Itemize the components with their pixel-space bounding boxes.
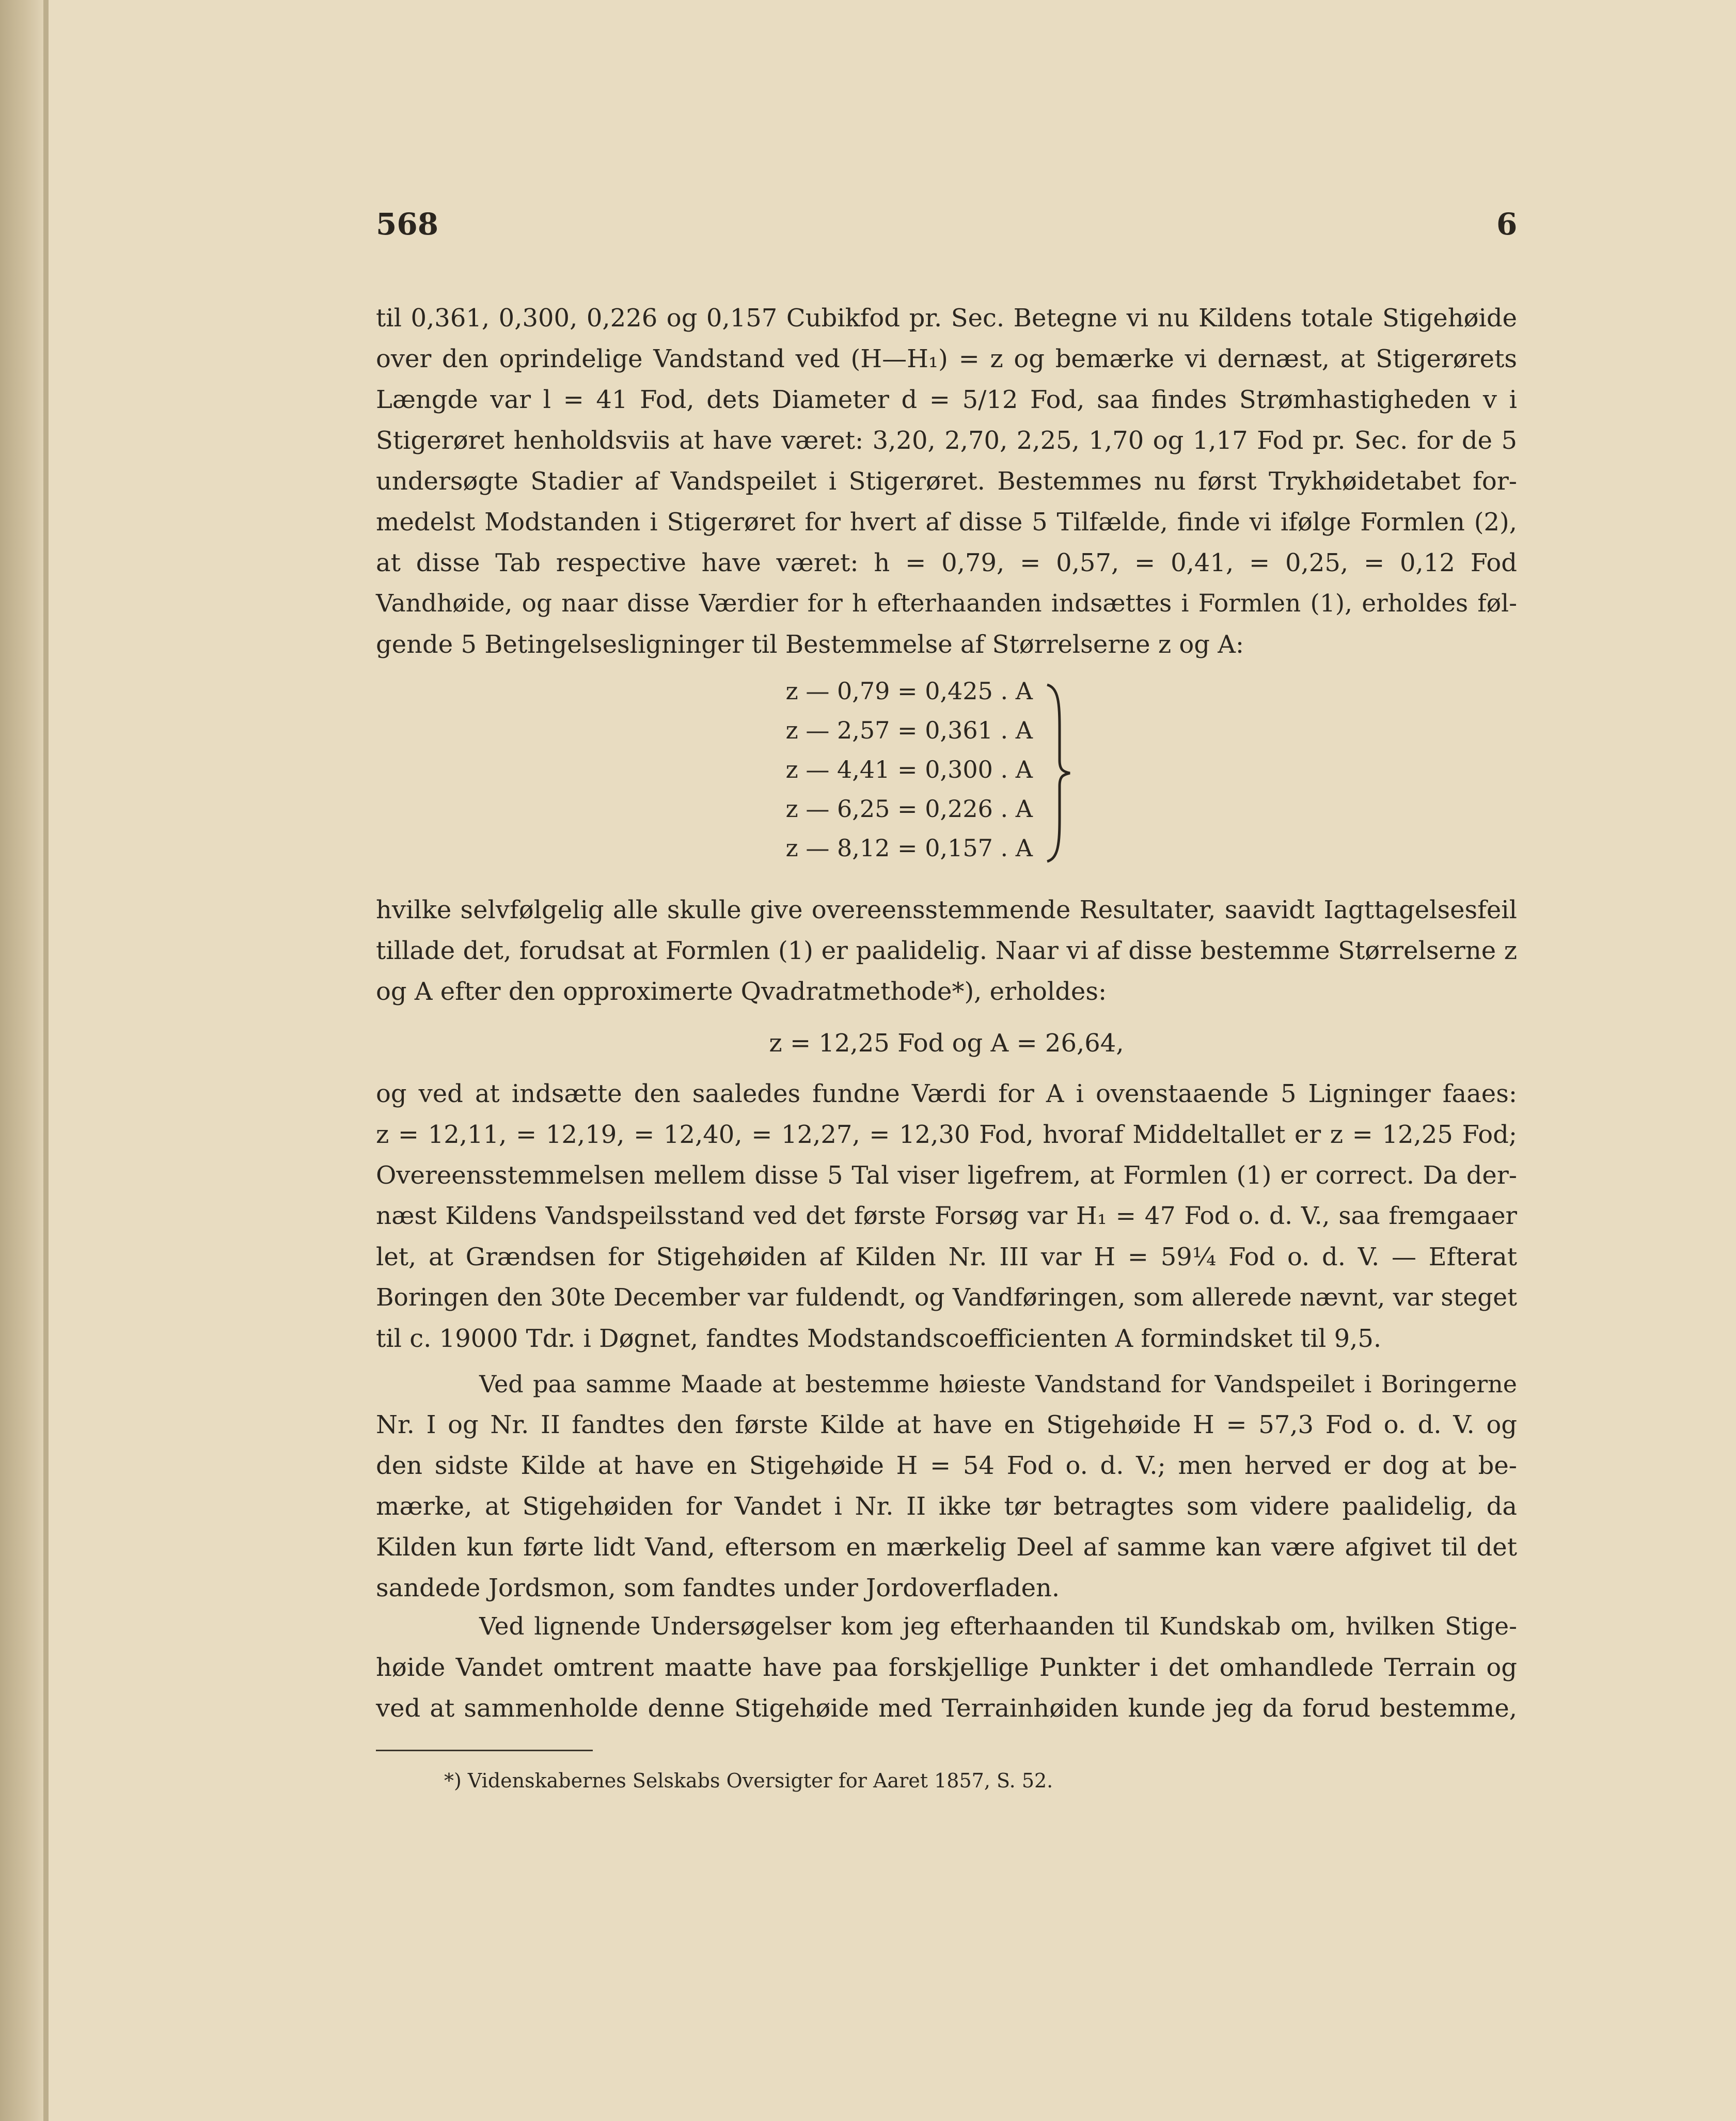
text-line: let, at Grændsen for Stigehøiden af Kilden Nr. III var H = 59¼ Fod o. d. V. — Efterat: [376, 1243, 1517, 1271]
text-line: til 0,361, 0,300, 0,226 og 0,157 Cubikfod pr. Sec. Betegne vi nu Kildens totale Stigehøide: [376, 304, 1517, 333]
text-line: Boringen den 30te December var fuldendt, og Vandføringen, som allerede nævnt, var steget: [376, 1283, 1517, 1312]
text-line: at disse Tab respective have været: h = 0,79, = 0,57, = 0,41, = 0,25, = 0,12 Fod: [376, 548, 1517, 577]
text-line: Længde var l = 41 Fod, dets Diameter d = 5/12 Fod, saa findes Strømhastigheden v i: [376, 385, 1517, 414]
text-line: medelst Modstanden i Stigerøret for hvert af disse 5 Tilfælde, finde vi ifølge Formlen (2),: [376, 508, 1517, 537]
text-line: til c. 19000 Tdr. i Døgnet, fandtes Modstandscoefficienten A formindsket til 9,5.: [376, 1324, 1382, 1353]
text-line: hvilke selvfølgelig alle skulle give overeensstemmende Resultater, saavidt Iagttagelsesfeil: [376, 895, 1517, 924]
text-line: og ved at indsætte den saaledes fundne Værdi for A i ovenstaaende 5 Ligninger faaes:: [376, 1079, 1517, 1108]
equation-system: [785, 671, 1146, 868]
text-line: den sidste Kilde at have en Stigehøide H = 54 Fod o. d. V.; men herved er dog at be-: [376, 1451, 1517, 1480]
text-line: z = 12,11, = 12,19, = 12,40, = 12,27, = 12,30 Fod, hvoraf Middeltallet er z = 12,25 Fod;: [376, 1120, 1517, 1149]
right-brace: [1043, 683, 1074, 863]
text-line: og A efter den opproximerte Qvadratmethode*), erholdes:: [376, 977, 1107, 1006]
text-line: Kilden kun førte lidt Vand, eftersom en mærkelig Deel af samme kan være afgivet til det: [376, 1533, 1517, 1562]
binding-shadow: [0, 0, 46, 2121]
text-line: næst Kildens Vandspeilsstand ved det første Forsøg var H₁ = 47 Fod o. d. V., saa fremgaaer: [376, 1202, 1517, 1230]
equation: z — 6,25 = 0,226 . A: [785, 795, 1033, 823]
equation: z — 0,79 = 0,425 . A: [785, 677, 1033, 705]
text-line: høide Vandet omtrent maatte have paa forskjellige Punkter i det omhandlede Terrain og: [376, 1653, 1517, 1682]
footnote-rule: [376, 1750, 593, 1751]
text-line: gende 5 Betingelsesligninger til Bestemmelse af Størrelserne z og A:: [376, 630, 1244, 659]
equation: z — 2,57 = 0,361 . A: [785, 716, 1033, 744]
signature-mark: 6: [1496, 207, 1518, 242]
equation: z — 4,41 = 0,300 . A: [785, 756, 1033, 783]
binding-edge: [43, 0, 49, 2121]
result-equation: z = 12,25 Fod og A = 26,64,: [769, 1029, 1124, 1058]
text-line: Nr. I og Nr. II fandtes den første Kilde at have en Stigehøide H = 57,3 Fod o. d. V. og: [376, 1410, 1517, 1439]
page-number: 568: [376, 207, 439, 242]
text-line: sandede Jordsmon, som fandtes under Jordoverfladen.: [376, 1574, 1060, 1602]
text-line: Overeensstemmelsen mellem disse 5 Tal viser ligefrem, at Formlen (1) er correct. Da der-: [376, 1161, 1517, 1190]
text-line: undersøgte Stadier af Vandspeilet i Stigerøret. Bestemmes nu først Trykhøidetabet for-: [376, 467, 1517, 496]
text-line: Ved paa samme Maade at bestemme høieste Vandstand for Vandspeilet i Boringerne: [479, 1370, 1517, 1398]
text-line: Stigerøret henholdsviis at have været: 3,20, 2,70, 2,25, 1,70 og 1,17 Fod pr. Sec. for de 5: [376, 426, 1517, 455]
text-line: Vandhøide, og naar disse Værdier for h efterhaanden indsættes i Formlen (1), erholdes føl-: [376, 589, 1517, 618]
footnote: *) Videnskabernes Selskabs Oversigter for Aaret 1857, S. 52.: [444, 1769, 1053, 1792]
text-line: mærke, at Stigehøiden for Vandet i Nr. II ikke tør betragtes som videre paalidelig, da: [376, 1492, 1517, 1521]
text-line: Ved lignende Undersøgelser kom jeg efterhaanden til Kundskab om, hvilken Stige-: [479, 1612, 1517, 1641]
text-line: ved at sammenholde denne Stigehøide med Terrainhøiden kunde jeg da forud bestemme,: [376, 1694, 1517, 1723]
text-line: tillade det, forudsat at Formlen (1) er paalidelig. Naar vi af disse bestemme Størrelserne z: [376, 936, 1517, 965]
equation: z — 8,12 = 0,157 . A: [785, 834, 1033, 862]
text-line: over den oprindelige Vandstand ved (H—H₁) = z og bemærke vi dernæst, at Stigerørets: [376, 344, 1517, 373]
